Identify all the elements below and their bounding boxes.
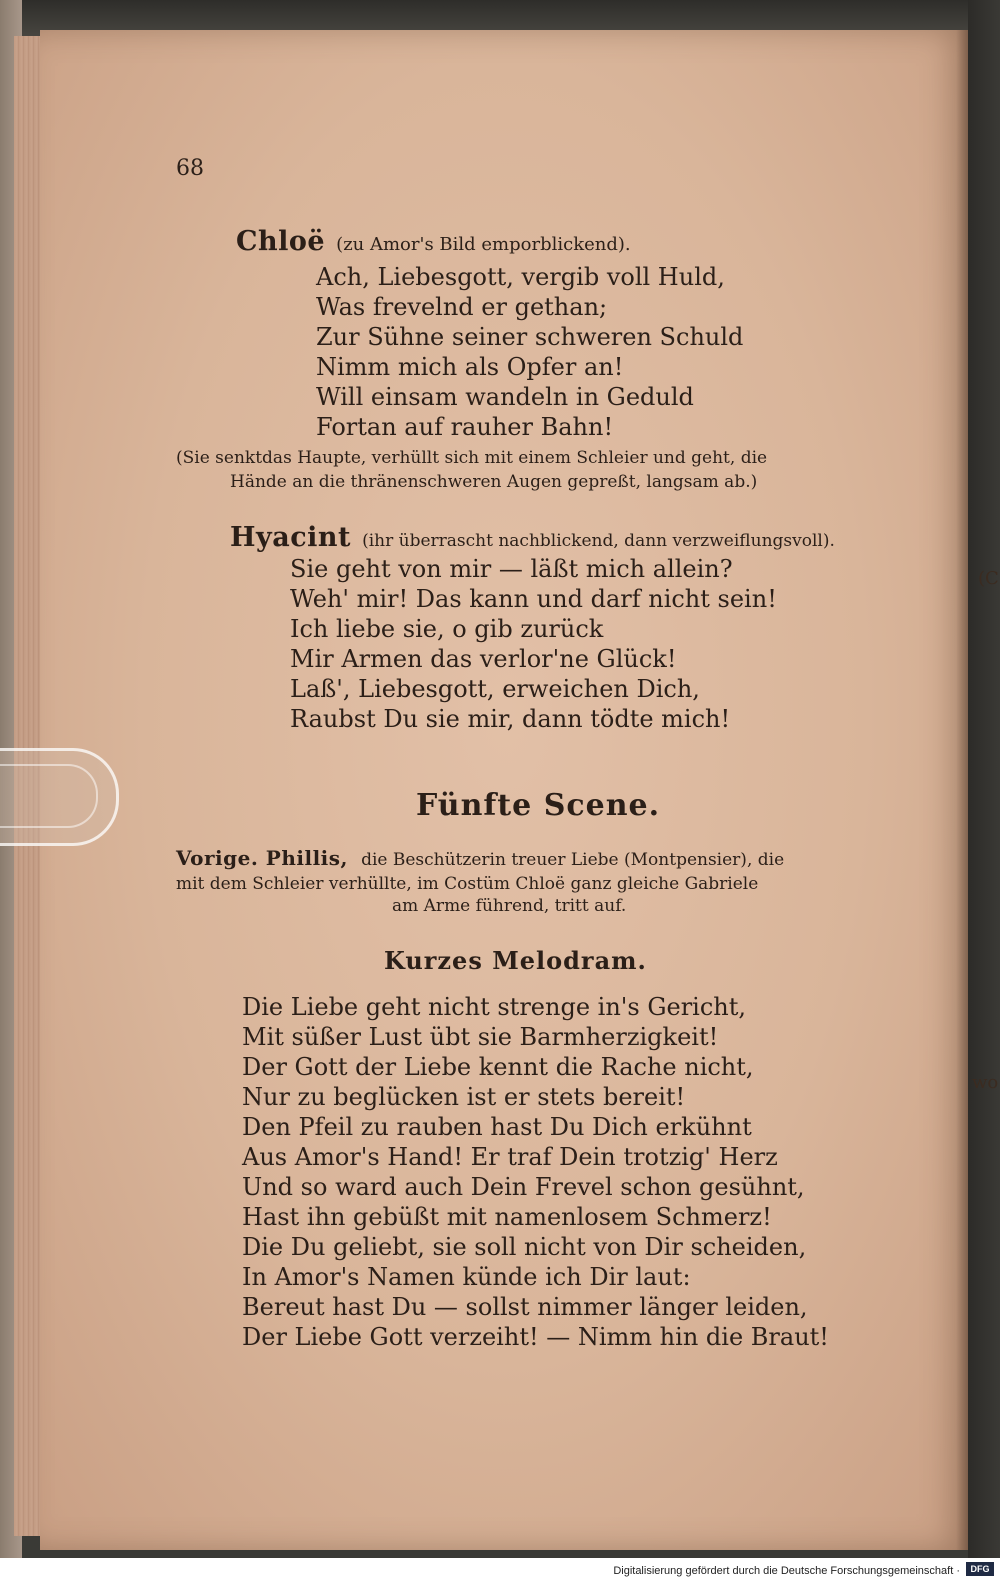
footer-credit: Digitalisierung gefördert durch die Deutsche Forschungsgemeinschaft ·	[613, 1565, 960, 1577]
verse-line: Die Du geliebt, sie soll nicht von Dir scheiden,	[242, 1233, 807, 1261]
verse-line: Sie geht von mir — läßt mich allein?	[290, 555, 733, 583]
scene-heading: Fünfte Scene.	[416, 788, 661, 823]
book-cover-right	[968, 0, 1000, 1580]
verse-line: Mir Armen das verlor'ne Glück!	[290, 645, 677, 673]
page-number: 68	[176, 156, 204, 181]
speaker-direction: (ihr überrascht nachblickend, dann verzweiflungsvoll).	[362, 531, 835, 551]
scene-description: die Beschützerin treuer Liebe (Montpensier), die	[361, 850, 785, 870]
scene-description: am Arme führend, tritt auf.	[392, 896, 627, 916]
scene-intro-line	[176, 846, 784, 872]
verse-line: Ach, Liebesgott, vergib voll Huld,	[316, 263, 725, 291]
speaker-name: Hyacint	[230, 522, 351, 553]
speaker-line-chloe	[236, 226, 631, 257]
verse-line: In Amor's Namen künde ich Dir laut:	[242, 1263, 691, 1291]
stage-direction: (Sie senktdas Haupte, verhüllt sich mit einem Schleier und geht, die	[176, 448, 768, 468]
paper-clip-inner-icon	[0, 764, 98, 828]
speaker-line-hyacint	[230, 522, 835, 553]
verse-line: Ich liebe sie, o gib zurück	[290, 615, 604, 643]
verse-line: Was frevelnd er gethan;	[316, 293, 608, 321]
verse-line: Der Gott der Liebe kennt die Rache nicht,	[242, 1053, 754, 1081]
verse-line: Der Liebe Gott verzeiht! — Nimm hin die Braut!	[242, 1323, 829, 1351]
edge-fragment-1: (C	[978, 568, 999, 589]
stage-direction: Hände an die thränenschweren Augen gepreßt, langsam ab.)	[230, 472, 758, 492]
verse-line: Und so ward auch Dein Frevel schon gesühnt,	[242, 1173, 805, 1201]
verse-line: Weh' mir! Das kann und darf nicht sein!	[290, 585, 777, 613]
verse-line: Mit süßer Lust übt sie Barmherzigkeit!	[242, 1023, 719, 1051]
melodram-heading: Kurzes Melodram.	[384, 946, 647, 975]
verse-line: Bereut hast Du — sollst nimmer länger leiden,	[242, 1293, 808, 1321]
speaker-direction: (zu Amor's Bild emporblickend).	[336, 234, 631, 255]
dfg-logo: DFG	[966, 1562, 994, 1576]
scene-persons: Vorige. Phillis,	[176, 846, 348, 870]
verse-line: Laß', Liebesgott, erweichen Dich,	[290, 675, 700, 703]
verse-line: Nimm mich als Opfer an!	[316, 353, 624, 381]
verse-line: Aus Amor's Hand! Er traf Dein trotzig' Herz	[242, 1143, 778, 1171]
verse-line: Raubst Du sie mir, dann tödte mich!	[290, 705, 731, 733]
speaker-name: Chloë	[236, 226, 326, 257]
verse-line: Hast ihn gebüßt mit namenlosem Schmerz!	[242, 1203, 772, 1231]
verse-line: Fortan auf rauher Bahn!	[316, 413, 614, 441]
verse-line: Den Pfeil zu rauben hast Du Dich erkühnt	[242, 1113, 752, 1141]
verse-line: Zur Sühne seiner schweren Schuld	[316, 323, 744, 351]
scene-description: mit dem Schleier verhüllte, im Costüm Chloë ganz gleiche Gabriele	[176, 874, 759, 894]
verse-line: Will einsam wandeln in Geduld	[316, 383, 694, 411]
edge-fragment-2: wo	[972, 1072, 999, 1093]
verse-line: Die Liebe geht nicht strenge in's Gericht,	[242, 993, 747, 1021]
verse-line: Nur zu beglücken ist er stets bereit!	[242, 1083, 686, 1111]
